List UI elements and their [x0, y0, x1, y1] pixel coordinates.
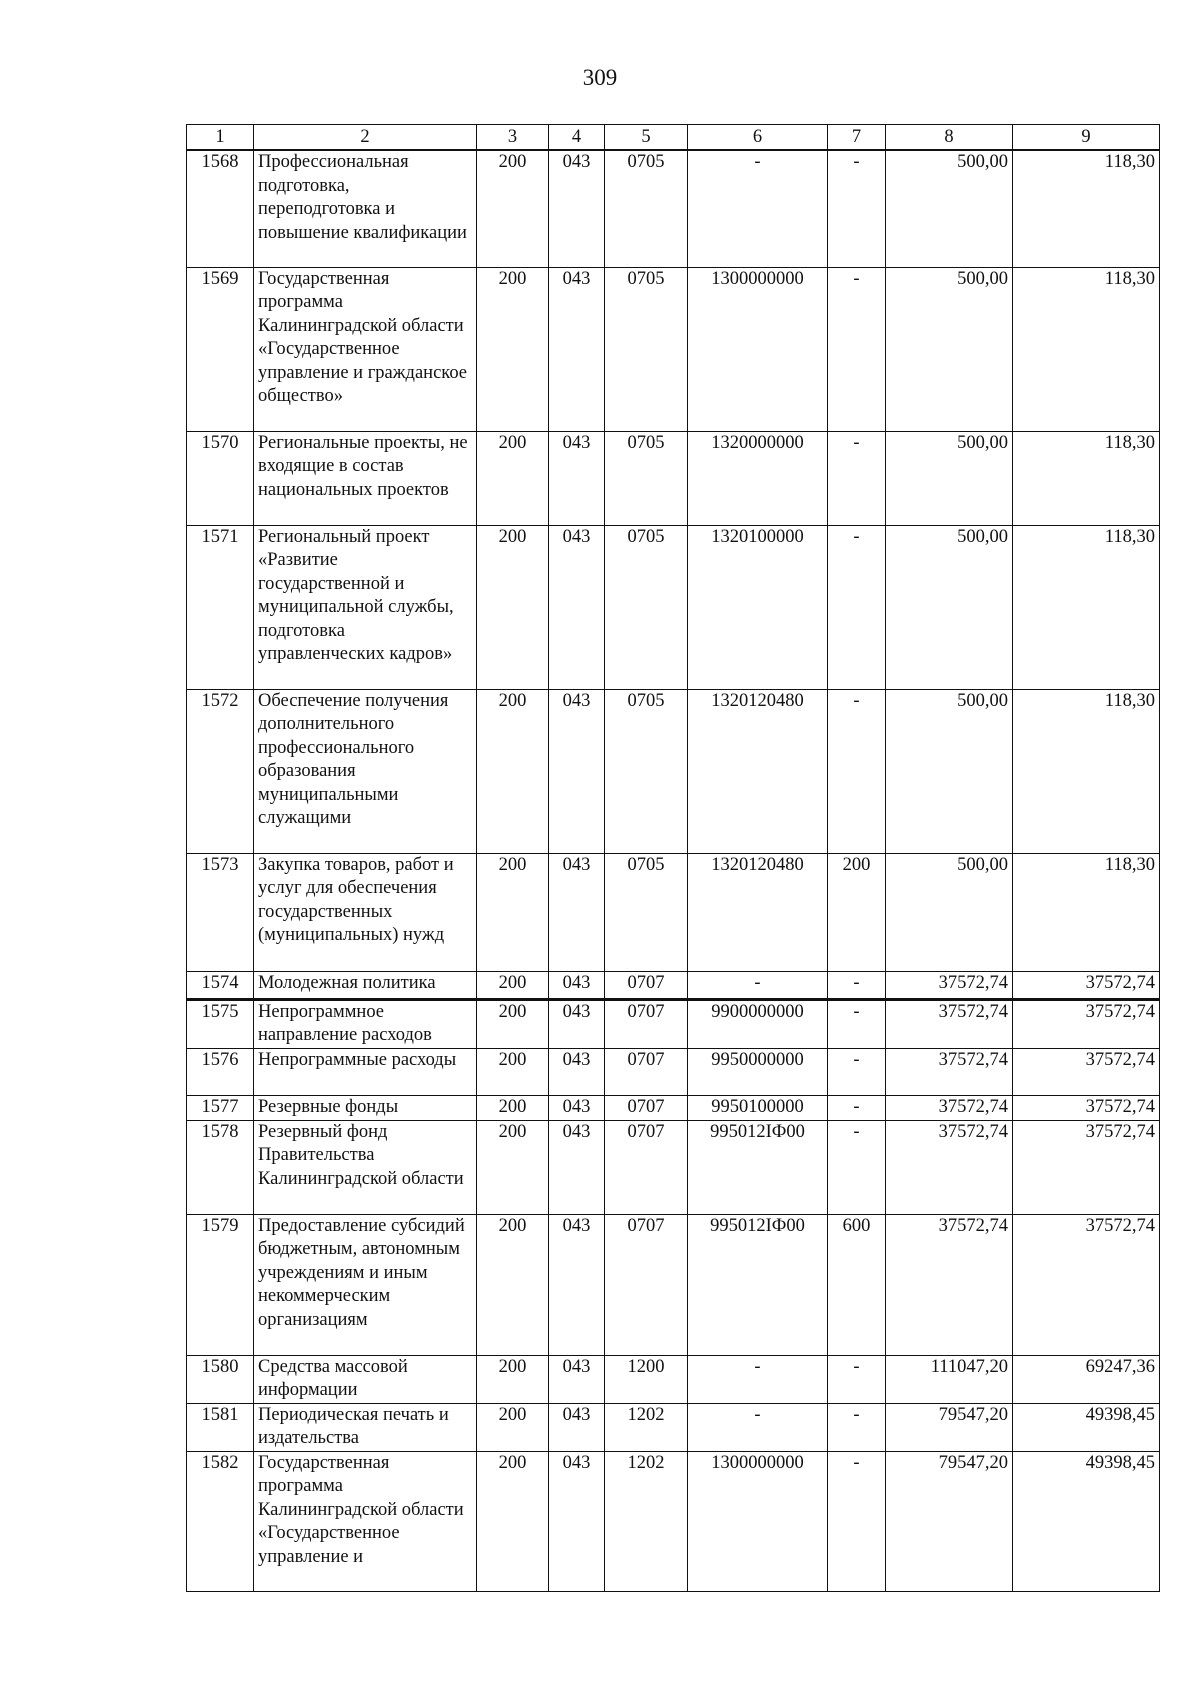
row-col3: 200 [477, 1048, 549, 1095]
row-col7: - [828, 525, 886, 689]
row-name: Предоставление субсидий бюджетным, автономным учреждениям и иным некоммерческим организациям [254, 1214, 477, 1355]
table-header-row [187, 125, 1160, 151]
table-row [187, 1048, 1160, 1095]
row-col7: - [828, 1451, 886, 1591]
row-col5: 1202 [605, 1403, 688, 1451]
row-col5: 1200 [605, 1355, 688, 1403]
row-number: 1569 [187, 267, 254, 431]
row-number: 1570 [187, 431, 254, 525]
row-col7: - [828, 1048, 886, 1095]
row-col4: 043 [549, 1451, 605, 1591]
row-col5: 0705 [605, 267, 688, 431]
row-col9: 37572,74 [1013, 999, 1160, 1048]
row-number: 1571 [187, 525, 254, 689]
row-col4: 043 [549, 1048, 605, 1095]
row-number: 1575 [187, 999, 254, 1048]
row-col4: 043 [549, 150, 605, 267]
row-col3: 200 [477, 853, 549, 971]
table-row [187, 267, 1160, 431]
header-cell: 8 [886, 125, 1013, 151]
row-col4: 043 [549, 431, 605, 525]
row-col5: 0707 [605, 971, 688, 999]
row-col6: 1320120480 [688, 689, 828, 853]
table-row [187, 1214, 1160, 1355]
row-col4: 043 [549, 525, 605, 689]
row-col8: 37572,74 [886, 1120, 1013, 1214]
row-col3: 200 [477, 1214, 549, 1355]
row-col9: 37572,74 [1013, 1048, 1160, 1095]
row-col8: 500,00 [886, 150, 1013, 267]
row-col9: 49398,45 [1013, 1451, 1160, 1591]
row-col9: 37572,74 [1013, 1095, 1160, 1120]
row-col5: 0705 [605, 150, 688, 267]
row-col3: 200 [477, 1451, 549, 1591]
header-cell: 5 [605, 125, 688, 151]
row-col8: 500,00 [886, 431, 1013, 525]
row-col6: 9950000000 [688, 1048, 828, 1095]
row-number: 1582 [187, 1451, 254, 1591]
row-col9: 37572,74 [1013, 1214, 1160, 1355]
row-col7: - [828, 150, 886, 267]
row-col4: 043 [549, 1214, 605, 1355]
row-col4: 043 [549, 971, 605, 999]
row-name: Средства массовой информации [254, 1355, 477, 1403]
row-col4: 043 [549, 1095, 605, 1120]
row-col3: 200 [477, 1095, 549, 1120]
row-col3: 200 [477, 999, 549, 1048]
row-col6: - [688, 150, 828, 267]
row-col8: 500,00 [886, 689, 1013, 853]
row-name: Резервный фонд Правительства Калининградской области [254, 1120, 477, 1214]
row-col8: 111047,20 [886, 1355, 1013, 1403]
row-col3: 200 [477, 971, 549, 999]
header-cell: 1 [187, 125, 254, 151]
row-col6: - [688, 971, 828, 999]
row-col8: 37572,74 [886, 1214, 1013, 1355]
row-col9: 118,30 [1013, 853, 1160, 971]
row-col3: 200 [477, 431, 549, 525]
table-row [187, 853, 1160, 971]
row-name: Государственная программа Калининградской области «Государственное управление и [254, 1451, 477, 1591]
row-name: Профессиональная подготовка, переподготовка и повышение квалификации [254, 150, 477, 267]
table-row [187, 999, 1160, 1048]
row-col7: - [828, 1120, 886, 1214]
row-col8: 500,00 [886, 267, 1013, 431]
budget-table [186, 124, 1160, 1592]
row-col6: 1320120480 [688, 853, 828, 971]
table-row [187, 1355, 1160, 1403]
row-col6: - [688, 1355, 828, 1403]
row-col5: 0705 [605, 689, 688, 853]
row-col3: 200 [477, 267, 549, 431]
row-col5: 0707 [605, 1048, 688, 1095]
row-col8: 37572,74 [886, 999, 1013, 1048]
row-col9: 49398,45 [1013, 1403, 1160, 1451]
row-col7: - [828, 1095, 886, 1120]
row-number: 1578 [187, 1120, 254, 1214]
row-col3: 200 [477, 1355, 549, 1403]
row-number: 1572 [187, 689, 254, 853]
row-col6: 9950100000 [688, 1095, 828, 1120]
row-col9: 118,30 [1013, 431, 1160, 525]
row-name: Региональный проект «Развитие государственной и муниципальной службы, подготовка управленческих кадров» [254, 525, 477, 689]
row-col6: - [688, 1403, 828, 1451]
row-name: Закупка товаров, работ и услуг для обеспечения государственных (муниципальных) нужд [254, 853, 477, 971]
table-row [187, 431, 1160, 525]
row-number: 1580 [187, 1355, 254, 1403]
row-col7: - [828, 689, 886, 853]
row-col6: 1300000000 [688, 267, 828, 431]
row-col7: - [828, 1403, 886, 1451]
row-col5: 1202 [605, 1451, 688, 1591]
row-col3: 200 [477, 150, 549, 267]
row-col4: 043 [549, 267, 605, 431]
row-col7: - [828, 971, 886, 999]
row-number: 1573 [187, 853, 254, 971]
row-col9: 118,30 [1013, 150, 1160, 267]
row-col9: 118,30 [1013, 267, 1160, 431]
row-col3: 200 [477, 525, 549, 689]
row-col9: 37572,74 [1013, 971, 1160, 999]
row-number: 1579 [187, 1214, 254, 1355]
table-row [187, 1095, 1160, 1120]
row-col6: 995012IФ00 [688, 1120, 828, 1214]
table-row [187, 1120, 1160, 1214]
row-col5: 0707 [605, 1120, 688, 1214]
row-col4: 043 [549, 689, 605, 853]
row-col8: 500,00 [886, 525, 1013, 689]
row-col5: 0705 [605, 431, 688, 525]
table-row [187, 525, 1160, 689]
row-name: Государственная программа Калининградской области «Государственное управление и гражданское общество» [254, 267, 477, 431]
row-number: 1568 [187, 150, 254, 267]
header-cell: 3 [477, 125, 549, 151]
row-col4: 043 [549, 853, 605, 971]
row-col8: 37572,74 [886, 971, 1013, 999]
row-col5: 0707 [605, 1214, 688, 1355]
row-number: 1581 [187, 1403, 254, 1451]
table-row [187, 150, 1160, 267]
row-col6: 1320000000 [688, 431, 828, 525]
row-col7: - [828, 267, 886, 431]
row-number: 1576 [187, 1048, 254, 1095]
table-row [187, 971, 1160, 999]
row-col6: 1300000000 [688, 1451, 828, 1591]
header-cell: 6 [688, 125, 828, 151]
row-name: Обеспечение получения дополнительного профессионального образования муниципальными служащими [254, 689, 477, 853]
row-col5: 0705 [605, 853, 688, 971]
row-col8: 500,00 [886, 853, 1013, 971]
row-col4: 043 [549, 1403, 605, 1451]
row-col3: 200 [477, 1120, 549, 1214]
header-cell: 4 [549, 125, 605, 151]
row-col5: 0707 [605, 999, 688, 1048]
row-number: 1574 [187, 971, 254, 999]
page-number: 309 [582, 65, 618, 90]
row-col3: 200 [477, 1403, 549, 1451]
row-col3: 200 [477, 689, 549, 853]
row-name: Непрограммные расходы [254, 1048, 477, 1095]
header-cell: 9 [1013, 125, 1160, 151]
row-col7: - [828, 431, 886, 525]
row-name: Региональные проекты, не входящие в состав национальных проектов [254, 431, 477, 525]
row-col4: 043 [549, 999, 605, 1048]
table-row [187, 1451, 1160, 1591]
table-row [187, 689, 1160, 853]
row-col8: 37572,74 [886, 1095, 1013, 1120]
row-col6: 1320100000 [688, 525, 828, 689]
row-col5: 0707 [605, 1095, 688, 1120]
row-col7: - [828, 999, 886, 1048]
header-cell: 7 [828, 125, 886, 151]
row-name: Резервные фонды [254, 1095, 477, 1120]
row-col7: - [828, 1355, 886, 1403]
row-col6: 995012IФ00 [688, 1214, 828, 1355]
row-name: Непрограммное направление расходов [254, 999, 477, 1048]
row-col4: 043 [549, 1120, 605, 1214]
row-number: 1577 [187, 1095, 254, 1120]
row-col9: 118,30 [1013, 525, 1160, 689]
row-col5: 0705 [605, 525, 688, 689]
header-cell: 2 [254, 125, 477, 151]
table-row [187, 1403, 1160, 1451]
row-col9: 69247,36 [1013, 1355, 1160, 1403]
row-name: Молодежная политика [254, 971, 477, 999]
row-col4: 043 [549, 1355, 605, 1403]
row-col7: 200 [828, 853, 886, 971]
row-col8: 79547,20 [886, 1451, 1013, 1591]
row-name: Периодическая печать и издательства [254, 1403, 477, 1451]
row-col8: 79547,20 [886, 1403, 1013, 1451]
row-col7: 600 [828, 1214, 886, 1355]
row-col9: 118,30 [1013, 689, 1160, 853]
row-col9: 37572,74 [1013, 1120, 1160, 1214]
row-col8: 37572,74 [886, 1048, 1013, 1095]
row-col6: 9900000000 [688, 999, 828, 1048]
